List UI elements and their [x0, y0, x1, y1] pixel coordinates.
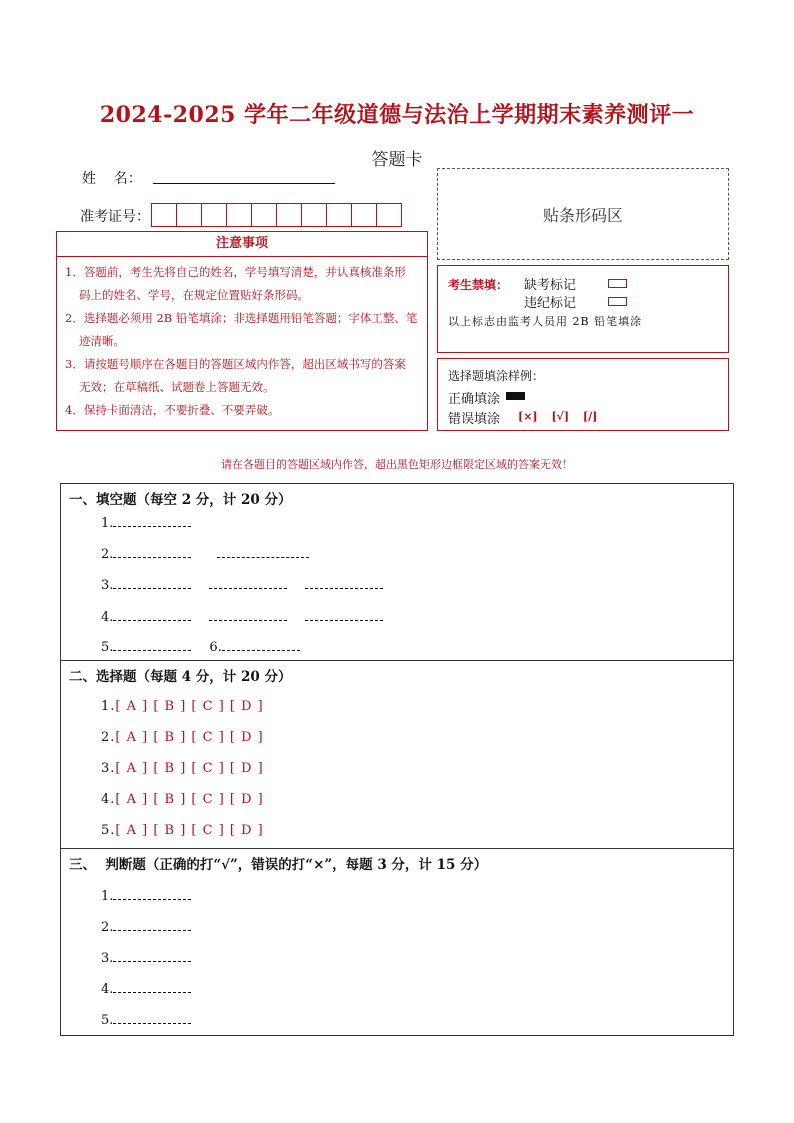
exam-id-digit-box[interactable] — [151, 203, 177, 227]
question-number: 5. — [101, 640, 114, 655]
violation-mark-label: 违纪标记 — [524, 296, 577, 311]
exam-id-digit-box[interactable] — [251, 203, 277, 227]
answer-area — [60, 483, 734, 1036]
judge-question — [101, 949, 191, 966]
forbidden-label: 考生禁填： — [448, 278, 509, 292]
answer-blank[interactable] — [113, 887, 191, 900]
judge-question — [101, 887, 191, 904]
judge-section-title: 三、 判断题（正确的打“√”，错误的打“×”，每题 3 分，计 15 分） — [69, 857, 488, 873]
fill-question — [101, 514, 191, 531]
fill-question — [101, 608, 383, 625]
exam-id-boxes[interactable] — [152, 203, 402, 227]
exam-id-digit-box[interactable] — [326, 203, 352, 227]
fill-section-title: 一、填空题（每空 2 分，计 20 分） — [69, 492, 292, 508]
choice-options[interactable]: [ A ] [ B ] [ C ] [ D ] — [115, 792, 264, 807]
judge-question — [101, 1011, 191, 1028]
exam-id-digit-box[interactable] — [351, 203, 377, 227]
judge-question — [101, 918, 191, 935]
answer-blank[interactable] — [222, 638, 300, 651]
choice-question[interactable] — [101, 699, 264, 714]
answer-blank[interactable] — [113, 514, 191, 527]
question-number: 3. — [101, 761, 116, 776]
exam-id-label: 准考证号： — [80, 209, 150, 225]
notice-item-line: 迹清晰。 — [79, 334, 125, 348]
answer-blank[interactable] — [113, 980, 191, 993]
notice-item-line: 3．请按题号顺序在各题目的答题区域内作答，超出区域书写的答案 — [65, 357, 406, 371]
answer-blank[interactable] — [217, 545, 309, 558]
question-number: 1. — [101, 889, 114, 904]
sample-title: 选择题填涂样例： — [448, 369, 545, 383]
choice-options[interactable]: [ A ] [ B ] [ C ] [ D ] — [115, 699, 264, 714]
choice-question[interactable] — [101, 730, 264, 745]
notice-item — [65, 307, 421, 353]
exam-id-digit-box[interactable] — [276, 203, 302, 227]
question-number: 2. — [101, 730, 116, 745]
barcode-area — [437, 168, 729, 260]
choice-question[interactable] — [101, 823, 264, 838]
fill-section — [61, 484, 733, 661]
question-number: 6. — [209, 640, 222, 655]
choice-options[interactable]: [ A ] [ B ] [ C ] [ D ] — [115, 761, 264, 776]
question-number: 1. — [101, 516, 114, 531]
name-field[interactable] — [153, 183, 335, 184]
absent-mark-label: 缺考标记 — [524, 278, 577, 293]
forbidden-box — [437, 265, 729, 353]
choice-section — [61, 661, 733, 849]
answer-warning: 请在各题目的答题区域内作答，超出黑色矩形边框限定区域的答案无效！ — [221, 458, 573, 471]
absent-mark-box[interactable] — [608, 279, 627, 288]
choice-section-title: 二、选择题（每题 4 分，计 20 分） — [69, 669, 292, 685]
fill-question — [101, 576, 383, 593]
violation-mark-box[interactable] — [608, 297, 627, 306]
barcode-label: 贴条形码区 — [542, 205, 623, 225]
answer-blank[interactable] — [113, 918, 191, 931]
choice-question[interactable] — [101, 761, 264, 776]
correct-fill-label: 正确填涂 — [448, 392, 501, 407]
notice-item — [65, 399, 421, 422]
answer-blank[interactable] — [113, 545, 191, 558]
question-number: 2. — [101, 920, 114, 935]
question-number: 4. — [101, 982, 114, 997]
question-number: 5. — [101, 1013, 114, 1028]
answer-blank[interactable] — [113, 608, 191, 621]
judge-section — [61, 849, 733, 1035]
exam-id-digit-box[interactable] — [301, 203, 327, 227]
answer-blank[interactable] — [113, 949, 191, 962]
exam-id-digit-box[interactable] — [176, 203, 202, 227]
notice-box — [56, 231, 428, 431]
fill-question — [101, 545, 309, 562]
exam-id-digit-box[interactable] — [376, 203, 402, 227]
answer-blank[interactable] — [305, 608, 383, 621]
forbidden-note: 以上标志由监考人员用 2B 铅笔填涂 — [448, 315, 643, 328]
notice-item-line: 1．答题前，考生先将自己的姓名，学号填写清楚，并认真核准条形 — [65, 265, 406, 279]
question-number: 4. — [101, 610, 114, 625]
notice-item-line: 码上的姓名、学号，在规定位置贴好条形码。 — [79, 288, 309, 302]
name-label: 姓 名： — [82, 171, 142, 187]
notice-item-line: 4．保持卡面清洁，不要折叠、不要弄破。 — [65, 403, 280, 417]
exam-id-digit-box[interactable] — [226, 203, 252, 227]
wrong-fill-marks: [×] [√] [/] — [518, 410, 598, 423]
choice-options[interactable]: [ A ] [ B ] [ C ] [ D ] — [115, 823, 264, 838]
question-number: 5. — [101, 823, 116, 838]
answer-blank[interactable] — [113, 576, 191, 589]
question-number: 3. — [101, 951, 114, 966]
question-number: 3. — [101, 578, 114, 593]
question-number: 4. — [101, 792, 116, 807]
page-title: 2024-2025 学年二年级道德与法治上学期期末素养测评一 — [99, 102, 695, 128]
answer-blank[interactable] — [209, 576, 287, 589]
answer-blank[interactable] — [305, 576, 383, 589]
notice-item-line: 无效；在草稿纸、试题卷上答题无效。 — [79, 380, 275, 394]
answer-blank[interactable] — [113, 1011, 191, 1024]
notice-item — [65, 261, 421, 307]
question-number: 2. — [101, 547, 114, 562]
judge-question — [101, 980, 191, 997]
page-subtitle: 答题卡 — [371, 150, 423, 170]
exam-id-digit-box[interactable] — [201, 203, 227, 227]
choice-question[interactable] — [101, 792, 264, 807]
notice-list — [57, 257, 427, 422]
notice-item-line: 2．选择题必须用 2B 铅笔填涂；非选择题用铅笔答题；字体工整、笔 — [65, 311, 418, 325]
correct-fill-mark — [506, 392, 525, 400]
notice-item — [65, 353, 421, 399]
answer-blank[interactable] — [113, 638, 191, 651]
wrong-fill-label: 错误填涂 — [448, 412, 501, 427]
fill-question — [101, 638, 300, 655]
answer-blank[interactable] — [209, 608, 287, 621]
choice-options[interactable]: [ A ] [ B ] [ C ] [ D ] — [115, 730, 264, 745]
fill-sample-box — [437, 358, 729, 431]
notice-title: 注意事项 — [57, 232, 427, 257]
question-number: 1. — [101, 699, 116, 714]
